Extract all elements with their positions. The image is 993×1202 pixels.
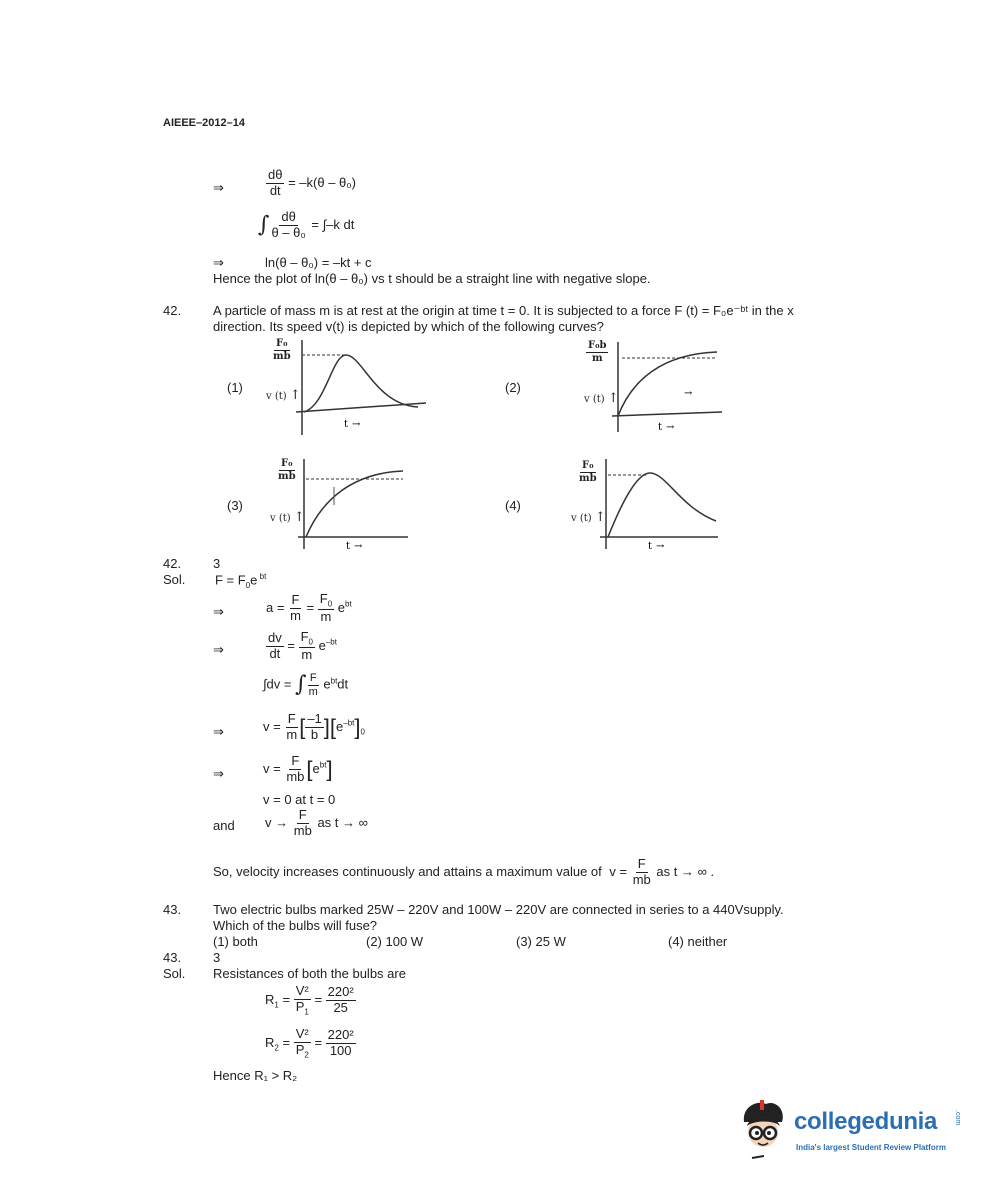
q43-option-2: (2) 100 W	[366, 934, 424, 949]
sol42-integral: ∫dv = ∫ $\frac{F}{m}$ $e^{bt}dt$	[263, 672, 349, 698]
sol42-v-limit: v → $\frac{F}{mb}$ as t → ∞	[265, 807, 368, 838]
option-2-xaxis: t	[658, 422, 663, 433]
answer-42: 3	[213, 556, 221, 571]
option-1-ytop: $\frac{\text{F₀}}{mb}$	[273, 338, 291, 362]
sol43-r2: $R_2$ = $\frac{\text{V²}}{P_2}$ = $\frac{\text{220²}}{100}$	[265, 1026, 354, 1060]
implies-symbol: ⇒	[213, 724, 224, 739]
option-1-yaxis: v (t) ↑	[266, 388, 301, 403]
sol43-conclusion: Hence R₁ > R₂	[213, 1068, 298, 1083]
collegedunia-logo	[736, 1098, 966, 1168]
option-4-graph	[600, 457, 725, 552]
brand-name: collegedunia	[794, 1108, 938, 1135]
option-3-yaxis: v (t) ↑	[270, 510, 305, 525]
question-number-43: 43.	[163, 902, 182, 917]
question-43-line2: Which of the bulbs will fuse?	[213, 918, 378, 933]
option-3-ytop: $\frac{\text{F₀}}{mb}$	[278, 458, 296, 482]
answer-number-43: 43.	[163, 950, 182, 965]
option-2-yaxis: v (t) ↑	[584, 391, 619, 406]
option-1-label: (1)	[227, 380, 243, 395]
svg-text:→: →	[684, 388, 693, 399]
conclusion-41: Hence the plot of ln(θ – θ₀) vs t should be a straight line with negative slope.	[213, 271, 651, 286]
q43-option-4: (4) neither	[668, 934, 728, 949]
option-4-label: (4)	[505, 498, 521, 513]
equation-integral: ∫ $\frac{d\theta}{\text{θ – θ₀}}$ = ∫–k dt	[258, 209, 355, 240]
question-42-line2: direction. Its speed v(t) is depicted by which of the following curves?	[213, 319, 604, 334]
option-1-xaxis: t	[344, 419, 349, 430]
option-3-xaxis: t	[346, 541, 351, 552]
question-42-line1: A particle of mass m is at rest at the origin at time t = 0. It is subjected to a force F (t) = F₀e⁻ᵇᵗ in the x	[213, 303, 794, 318]
implies-symbol: ⇒	[213, 642, 224, 657]
answer-43: 3	[213, 950, 221, 965]
implies-symbol: ⇒	[213, 604, 224, 619]
sol42-v-expression: v = $\frac{F}{m}$ [ $\frac{-1}{b}$ ]$[e^{-bt}]_0$	[263, 711, 365, 742]
question-43-line1: Two electric bulbs marked 25W – 220V and 100W – 220V are connected in series to a 440Vsupply.	[213, 902, 784, 917]
option-2-label: (2)	[505, 380, 521, 395]
svg-text:→: →	[352, 419, 361, 430]
option-2-graph	[612, 340, 727, 435]
svg-text:→: →	[656, 541, 665, 552]
sol42-conclusion: So, velocity increases continuously and attains a maximum value of v = $\frac{F}{mb}$ as t → ∞ .	[213, 856, 715, 887]
brand-tld: .com	[954, 1110, 961, 1126]
implies-symbol: ⇒	[213, 255, 224, 270]
option-4-xaxis: t	[648, 541, 653, 552]
mascot-icon	[736, 1098, 790, 1162]
option-3-graph	[298, 457, 413, 552]
sol42-force: $F = F_0e$ $^{bt}$	[215, 572, 267, 590]
page-code: AIEEE–2012–14	[163, 117, 245, 129]
sol42-v-simplified: v = $\frac{F}{mb}$ $[e^{bt}]$	[263, 753, 333, 784]
q43-option-1: (1) both	[213, 934, 258, 949]
equation-dtheta-dt: $\frac{d\theta}{dt}$ = –k(θ – θ₀)	[268, 167, 356, 198]
implies-symbol: ⇒	[213, 766, 224, 781]
option-3-label: (3)	[227, 498, 243, 513]
and-label: and	[213, 818, 235, 833]
q43-option-3: (3) 25 W	[516, 934, 566, 949]
brand-tagline: India's largest Student Review Platform	[796, 1143, 946, 1152]
option-4-ytop: $\frac{\text{F₀}}{mb}$	[579, 460, 597, 484]
sol-label-42: Sol.	[163, 572, 186, 587]
option-2-ytop: $\frac{\text{F₀b}}{m}$	[588, 340, 607, 364]
sol-label-43: Sol.	[163, 966, 186, 981]
sol43-intro: Resistances of both the bulbs are	[213, 966, 406, 981]
question-number-42: 42.	[163, 303, 182, 318]
answer-number-42: 42.	[163, 556, 182, 571]
equation-ln: ln(θ – θ₀) = –kt + c	[265, 255, 372, 270]
sol42-accel: a = $\frac{F}{m}$ = $\frac{F_0}{m}$ $e^{bt}$	[266, 591, 352, 624]
implies-symbol: ⇒	[213, 180, 224, 195]
svg-text:→: →	[354, 541, 363, 552]
sol42-dvdt: $\frac{dv}{dt}$ = $\frac{F_0}{m}$ $e^{-bt}$	[268, 629, 337, 662]
sol43-r1: $R_1$ = $\frac{\text{V²}}{P_1}$ = $\frac{\text{220²}}{25}$	[265, 983, 354, 1017]
sol42-v-zero: v = 0 at t = 0	[263, 792, 336, 807]
option-4-yaxis: v (t) ↑	[571, 510, 606, 525]
svg-text:→: →	[666, 422, 675, 433]
option-1-graph	[296, 335, 436, 435]
